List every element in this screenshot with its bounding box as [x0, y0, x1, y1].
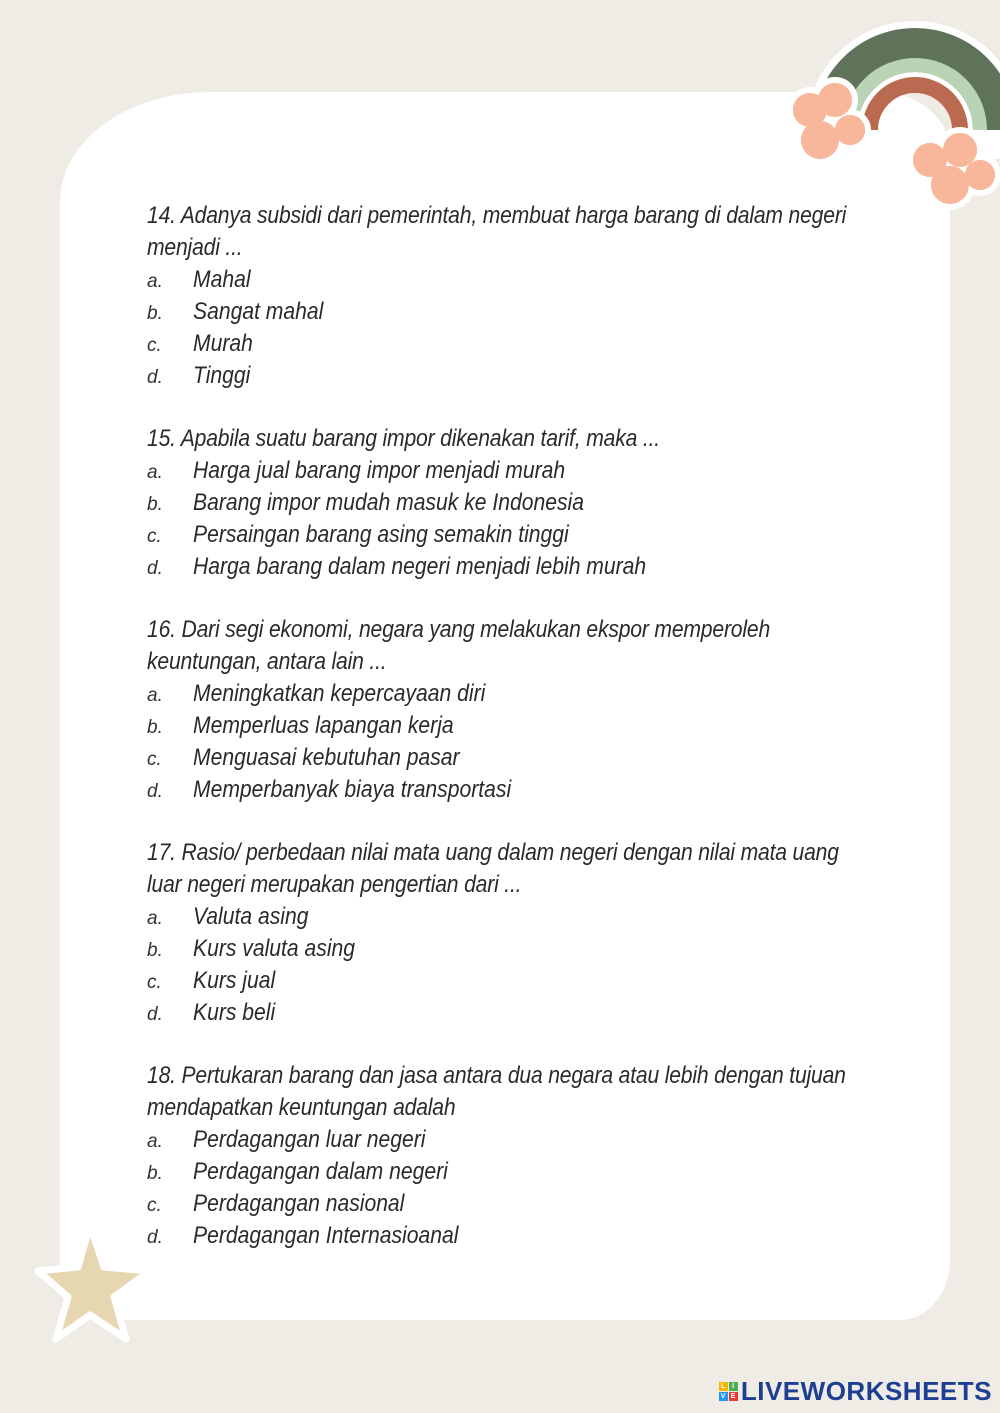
option-letter: b. — [147, 717, 163, 738]
question-15 — [147, 423, 887, 583]
option-c[interactable] — [147, 965, 887, 997]
option-letter: c. — [147, 526, 162, 547]
question-text: 15. Apabila suatu barang impor dikenakan tarif, maka ... — [147, 425, 660, 452]
option-list — [147, 1124, 887, 1252]
rainbow-decoration — [780, 0, 1000, 220]
option-letter: c. — [147, 749, 162, 770]
option-text: Perdagangan Internasioanal — [193, 1222, 459, 1249]
option-letter: a. — [147, 271, 163, 292]
liveworksheets-logo[interactable] — [719, 1376, 992, 1407]
option-text: Valuta asing — [193, 903, 309, 930]
question-17 — [147, 837, 887, 1029]
option-text: Kurs valuta asing — [193, 935, 356, 962]
option-a[interactable] — [147, 678, 887, 710]
option-d[interactable] — [147, 1220, 887, 1252]
option-text: Mahal — [193, 266, 251, 293]
option-text: Murah — [193, 330, 253, 357]
option-b[interactable] — [147, 710, 887, 742]
option-text: Harga jual barang impor menjadi murah — [193, 457, 566, 484]
option-text: Memperbanyak biaya transportasi — [193, 776, 512, 803]
logo-letter: V — [720, 1393, 726, 1400]
option-letter: d. — [147, 558, 163, 579]
option-letter: b. — [147, 940, 163, 961]
option-d[interactable] — [147, 997, 887, 1029]
question-text: 16. Dari segi ekonomi, negara yang melakukan ekspor memperoleh keuntungan, antara lain ... — [147, 616, 771, 675]
star-decoration — [30, 1215, 160, 1345]
option-b[interactable] — [147, 487, 887, 519]
option-c[interactable] — [147, 328, 887, 360]
option-text: Menguasai kebutuhan pasar — [193, 744, 460, 771]
option-letter: c. — [147, 335, 162, 356]
option-letter: c. — [147, 972, 162, 993]
option-letter: a. — [147, 1131, 163, 1152]
option-list — [147, 678, 887, 806]
question-text: 17. Rasio/ perbedaan nilai mata uang dalam negeri dengan nilai mata uang luar negeri merupakan pengertian dari ... — [147, 839, 839, 898]
question-18 — [147, 1060, 887, 1252]
option-text: Barang impor mudah masuk ke Indonesia — [193, 489, 584, 516]
question-list — [147, 200, 887, 1283]
logo-letter: I — [729, 1382, 738, 1391]
logo-text: LIVEWORKSHEETS — [740, 1376, 992, 1406]
option-letter: a. — [147, 462, 163, 483]
option-text: Harga barang dalam negeri menjadi lebih murah — [193, 553, 647, 580]
option-b[interactable] — [147, 933, 887, 965]
option-c[interactable] — [147, 1188, 887, 1220]
option-d[interactable] — [147, 551, 887, 583]
option-text: Perdagangan luar negeri — [193, 1126, 426, 1153]
option-text: Perdagangan dalam negeri — [193, 1158, 448, 1185]
option-a[interactable] — [147, 264, 887, 296]
option-c[interactable] — [147, 519, 887, 551]
option-list — [147, 455, 887, 583]
option-letter: d. — [147, 1004, 163, 1025]
question-text: 14. Adanya subsidi dari pemerintah, membuat harga barang di dalam negeri menjadi ... — [147, 202, 847, 261]
option-a[interactable] — [147, 455, 887, 487]
option-b[interactable] — [147, 296, 887, 328]
option-a[interactable] — [147, 901, 887, 933]
question-16 — [147, 614, 887, 806]
logo-icon — [719, 1382, 738, 1401]
option-letter: b. — [147, 494, 163, 515]
logo-letter: E — [730, 1393, 736, 1400]
option-a[interactable] — [147, 1124, 887, 1156]
option-letter: c. — [147, 1195, 162, 1216]
option-text: Memperluas lapangan kerja — [193, 712, 454, 739]
option-list — [147, 264, 887, 392]
option-d[interactable] — [147, 360, 887, 392]
option-text: Kurs jual — [193, 967, 276, 994]
option-letter: d. — [147, 781, 163, 802]
option-list — [147, 901, 887, 1029]
option-b[interactable] — [147, 1156, 887, 1188]
option-text: Perdagangan nasional — [193, 1190, 405, 1217]
option-text: Persaingan barang asing semakin tinggi — [193, 521, 569, 548]
option-letter: b. — [147, 1163, 163, 1184]
option-letter: a. — [147, 908, 163, 929]
question-text: 18. Pertukaran barang dan jasa antara dua negara atau lebih dengan tujuan mendapatkan keuntungan adalah — [147, 1062, 846, 1121]
option-text: Tinggi — [193, 362, 251, 389]
option-text: Kurs beli — [193, 999, 276, 1026]
option-text: Sangat mahal — [193, 298, 324, 325]
option-letter: d. — [147, 367, 163, 388]
option-c[interactable] — [147, 742, 887, 774]
option-letter: d. — [147, 1227, 163, 1248]
logo-letter: L — [719, 1382, 728, 1391]
question-14 — [147, 200, 887, 392]
option-letter: a. — [147, 685, 163, 706]
option-d[interactable] — [147, 774, 887, 806]
option-text: Meningkatkan kepercayaan diri — [193, 680, 486, 707]
option-letter: b. — [147, 303, 163, 324]
